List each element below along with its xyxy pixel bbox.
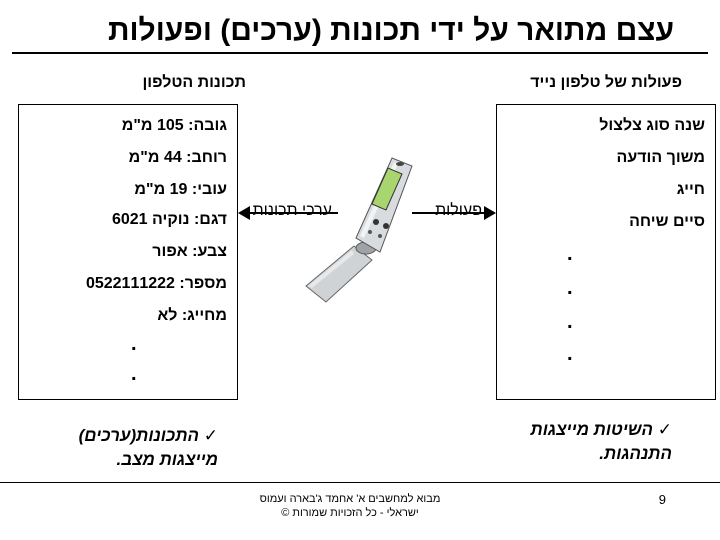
note-methods-line1: ✓ השיטות מייצגות: [530, 420, 672, 439]
property-model: דגם: נוקיה 6021: [111, 211, 227, 228]
title-underline: [12, 52, 708, 54]
action-dial: חייג: [676, 181, 705, 198]
ellipsis-dot: .: [567, 311, 573, 333]
note-properties-line1: ✓ התכונות(ערכים): [78, 426, 218, 445]
property-height: גובה: 105 מ"מ: [121, 117, 227, 134]
ellipsis-dot: .: [131, 363, 137, 385]
properties-box: [18, 104, 238, 400]
ellipsis-dot: .: [567, 277, 573, 299]
property-color: צבע: אפור: [152, 243, 227, 260]
note-methods-line2: התנהגות.: [599, 444, 672, 463]
action-get-message: משוך הודעה: [616, 149, 705, 166]
action-end-call: סיים שיחה: [629, 213, 705, 230]
footer-divider: [0, 482, 720, 483]
arrow-label-actions: פעולות: [435, 202, 482, 219]
action-change-ringtone: שנה סוג צלצול: [599, 117, 705, 134]
property-number: מספר: 0522111222: [85, 275, 227, 292]
property-width: רוחב: 44 מ"מ: [128, 149, 227, 166]
footer-line1: מבוא למחשבים א' אחמד ג'בארה ועמוס: [259, 493, 441, 505]
footer-credit: [250, 492, 450, 520]
property-dialing: מחייג: לא: [157, 307, 227, 324]
footer-line2: ישראלי - כל הזכויות שמורות ©: [281, 507, 419, 519]
slide-title: עצם מתואר על ידי תכונות (ערכים) ופעולות: [107, 14, 674, 47]
page-number: 9: [658, 492, 666, 507]
actions-box: [496, 104, 716, 400]
ellipsis-dot: .: [567, 243, 573, 265]
actions-heading: פעולות של טלפון נייד: [530, 74, 682, 91]
ellipsis-dot: .: [131, 333, 137, 355]
property-thickness: עובי: 19 מ"מ: [134, 181, 227, 198]
note-properties-line2: מייצגות מצב.: [116, 450, 218, 469]
arrow-label-properties: ערכי תכונות: [252, 202, 332, 219]
ellipsis-dot: .: [567, 343, 573, 365]
mobile-phone-illustration: [300, 140, 420, 310]
properties-heading: תכונות הטלפון: [142, 74, 246, 91]
